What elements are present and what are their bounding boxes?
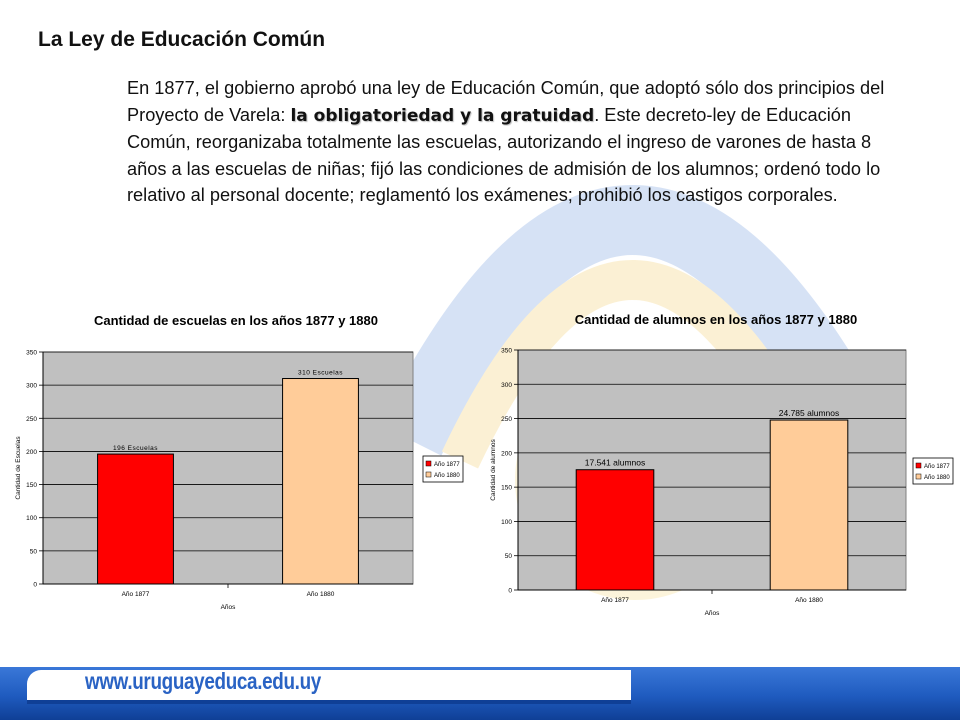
y-tick-label: 0 [33,581,37,589]
x-tick-label: Año 1877 [121,591,150,598]
legend-label: Año 1877 [924,464,950,470]
y-tick-label: 50 [29,548,37,556]
x-tick-label: Año 1877 [601,597,629,604]
chart-students [486,300,956,625]
bar-año-1877 [576,470,654,590]
bar-año-1880 [770,420,848,590]
bar-año-1880 [283,379,359,584]
y-tick-label: 200 [26,448,37,456]
footer-divider [27,700,631,704]
legend-swatch [426,461,431,466]
y-axis-title: Cantidad de alumnos [490,439,497,501]
legend-label: Año 1877 [434,462,460,468]
y-tick-label: 0 [508,587,512,595]
chart-schools [8,300,478,620]
y-tick-label: 150 [26,482,37,490]
y-tick-label: 250 [501,416,512,424]
bar-data-label: 196 Escuelas [112,445,159,453]
bar-data-label: 17.541 alumnos [584,457,646,468]
bar-año-1877 [98,454,174,584]
bar-data-label: 310 Escuelas [297,369,344,377]
y-tick-label: 100 [501,518,512,526]
y-tick-label: 250 [26,415,37,423]
y-tick-label: 50 [504,553,512,561]
body-paragraph [127,75,897,209]
x-tick-label: Año 1880 [795,597,823,604]
paragraph-emphasis: la obligatoriedad y la gratuidad [290,105,595,126]
legend-label: Año 1880 [924,475,950,481]
y-tick-label: 300 [501,381,512,389]
paragraph-text-start: En 1877, el gobierno aprobó una ley de Educación Común, que adoptó sólo dos principios del Proyecto de Varela: [127,78,885,125]
footer-url-link[interactable]: www.uruguayeduca.edu.uy [85,668,321,694]
chart-title: Cantidad de escuelas en los años 1877 y 1880 [94,313,378,328]
y-tick-label: 300 [26,382,37,390]
legend-swatch [916,474,921,479]
legend-swatch [426,472,431,477]
legend-swatch [916,463,921,468]
y-tick-label: 350 [501,347,512,355]
y-tick-label: 150 [501,484,512,492]
y-tick-label: 350 [26,349,37,357]
x-axis-title: Años [704,610,720,617]
bar-data-label: 24.785 alumnos [778,408,840,419]
x-tick-label: Año 1880 [306,591,335,598]
chart-title: Cantidad de alumnos en los años 1877 y 1880 [574,312,858,327]
paragraph-text-end: . Este decreto-ley de Educación Común, reorganizaba totalmente las escuelas, autorizando el ingreso de varones de hasta 8 años a las escuelas de niñas; fijó las condiciones de admisión de los alumnos; ordenó todo lo relativo al personal docente; reglamentó los exámenes; prohibió los castigos corporales. [127,104,881,205]
legend-label: Año 1880 [434,473,460,479]
chart-schools-svg [8,300,478,620]
chart-students-svg [486,300,956,625]
y-axis-title: Cantidad de Escuelas [15,436,22,500]
slide-title: La Ley de Educación Común [38,28,326,51]
y-tick-label: 200 [501,450,512,458]
y-tick-label: 100 [26,515,37,523]
x-axis-title: Años [220,604,236,611]
